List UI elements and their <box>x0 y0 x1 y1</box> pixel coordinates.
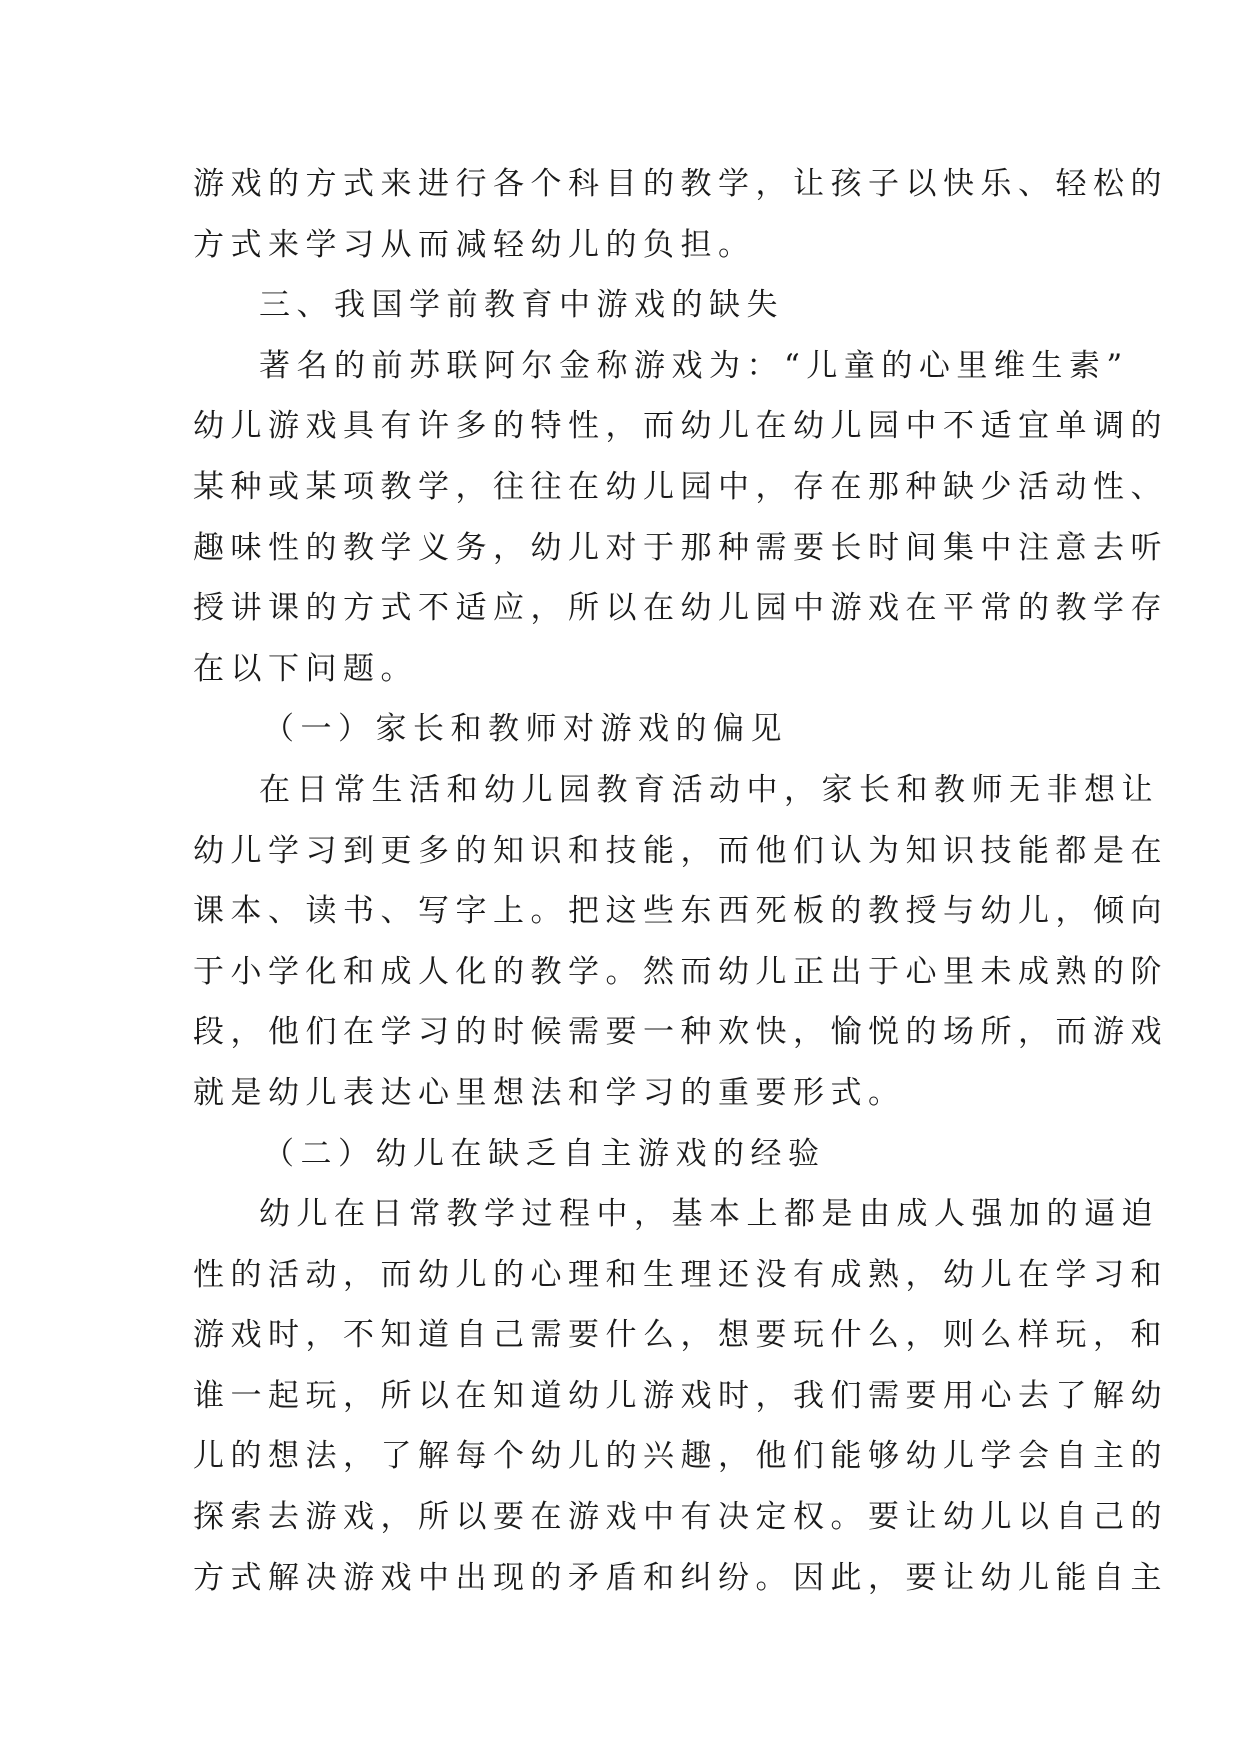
text-line: 幼儿学习到更多的知识和技能，而他们认为知识技能都是在 <box>193 832 1168 869</box>
subsection-heading: （二）幼儿在缺乏自主游戏的经验 <box>263 1135 826 1172</box>
subsection-heading: （一）家长和教师对游戏的偏见 <box>263 711 788 748</box>
paragraph-first-line: 著名的前苏联阿尔金称游戏为：“儿童的心里维生素” <box>259 347 1129 384</box>
paragraph-first-line: 在日常生活和幼儿园教育活动中，家长和教师无非想让 <box>259 771 1159 808</box>
text-line: 在以下问题。 <box>193 650 418 687</box>
text-line: 授讲课的方式不适应，所以在幼儿园中游戏在平常的教学存 <box>193 590 1168 627</box>
paragraph-first-line: 幼儿在日常教学过程中，基本上都是由成人强加的逼迫 <box>259 1196 1159 1233</box>
text-line: 就是幼儿表达心里想法和学习的重要形式。 <box>193 1074 906 1111</box>
text-line: 性的活动，而幼儿的心理和生理还没有成熟，幼儿在学习和 <box>193 1256 1168 1293</box>
text-line: 谁一起玩，所以在知道幼儿游戏时，我们需要用心去了解幼 <box>193 1377 1168 1414</box>
text-line: 某种或某项教学，往往在幼儿园中，存在那种缺少活动性、 <box>193 468 1168 505</box>
text-line: 儿的想法，了解每个幼儿的兴趣，他们能够幼儿学会自主的 <box>193 1438 1168 1475</box>
text-line: 方式解决游戏中出现的矛盾和纠纷。因此，要让幼儿能自主 <box>193 1559 1168 1596</box>
text-line: 游戏的方式来进行各个科目的教学，让孩子以快乐、轻松的 <box>193 166 1168 202</box>
text-line: 探索去游戏，所以要在游戏中有决定权。要让幼儿以自己的 <box>193 1499 1168 1536</box>
text-line: 于小学化和成人化的教学。然而幼儿正出于心里未成熟的阶 <box>193 953 1168 990</box>
text-line: 游戏时，不知道自己需要什么，想要玩什么，则么样玩，和 <box>193 1317 1168 1354</box>
text-line: 趣味性的教学义务，幼儿对于那种需要长时间集中注意去听 <box>193 529 1168 566</box>
text-line: 幼儿游戏具有许多的特性，而幼儿在幼儿园中不适宜单调的 <box>193 408 1168 445</box>
body-text <box>193 154 1168 1608</box>
text-line: 方式来学习从而减轻幼儿的负担。 <box>193 226 756 263</box>
text-line: 课本、读书、写字上。把这些东西死板的教授与幼儿，倾向 <box>193 893 1168 930</box>
text-line: 段，他们在学习的时候需要一种欢快，愉悦的场所，而游戏 <box>193 1014 1168 1051</box>
section-heading: 三、我国学前教育中游戏的缺失 <box>259 287 784 324</box>
